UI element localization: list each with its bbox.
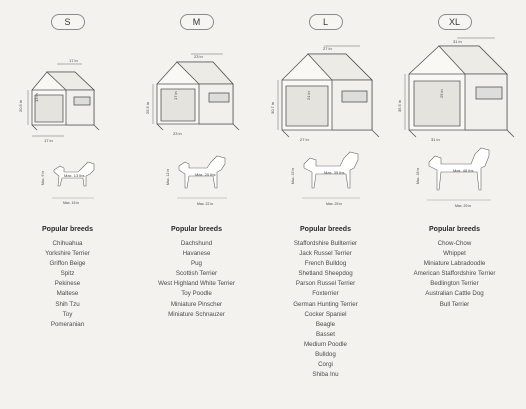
size-column-l bbox=[260, 0, 391, 409]
breeds-title: Popular breeds bbox=[42, 226, 93, 233]
dog-max-height: Max. 12 in bbox=[166, 168, 170, 185]
list-item: Chow-Chow bbox=[437, 240, 472, 247]
dog-max-height: Max. 15 in bbox=[291, 167, 295, 184]
list-item: Havanese bbox=[182, 250, 211, 258]
list-item: Jack Russel Terrier bbox=[299, 250, 352, 258]
breeds-title: Popular breeds bbox=[429, 226, 480, 233]
breeds-list bbox=[260, 239, 391, 380]
list-item: Spitz bbox=[60, 270, 75, 278]
kennel-depth: 31 in bbox=[431, 137, 440, 142]
list-item: Shiba Inu bbox=[312, 371, 339, 379]
dog-max-weight: Max. 48 lbs bbox=[453, 168, 474, 173]
list-item: Bull Terrier bbox=[439, 300, 470, 308]
kennel-door-height: 13 in bbox=[34, 93, 39, 102]
dog-size-illustration bbox=[2, 152, 133, 212]
list-item: Toy bbox=[62, 310, 73, 318]
kennel-illustration bbox=[131, 44, 262, 144]
breeds-list bbox=[2, 239, 133, 330]
breeds-title: Popular breeds bbox=[300, 226, 351, 233]
list-item: Miniature Schnauzer bbox=[168, 310, 225, 318]
size-column-xl bbox=[389, 0, 520, 409]
list-item: Foxterrier bbox=[312, 290, 339, 298]
list-item: Shih Tzu bbox=[55, 300, 80, 308]
dog-size-illustration bbox=[131, 150, 262, 210]
dog-max-weight: Max. 35 lbs bbox=[324, 170, 345, 175]
list-item: Basset bbox=[316, 330, 335, 338]
dog-max-length: Max. 15 in bbox=[63, 201, 80, 205]
list-item: Pomeranian bbox=[50, 320, 85, 328]
kennel-width: 17 in bbox=[69, 58, 78, 63]
kennel-height: 25.5 in bbox=[145, 101, 150, 114]
list-item: American Staffordshire Terrier bbox=[413, 270, 496, 278]
kennel-illustration bbox=[389, 34, 520, 144]
size-label: XL bbox=[438, 14, 472, 30]
dog-max-weight: Max. 13 lbs bbox=[64, 173, 85, 178]
list-item: West Highland White Terrier bbox=[158, 280, 235, 288]
list-item: German Hunting Terrier bbox=[293, 300, 358, 308]
list-item: Toy Poodle bbox=[181, 290, 212, 298]
breeds-list bbox=[389, 239, 520, 310]
list-item: Scottish Terrier bbox=[175, 270, 218, 278]
list-item: Parson Russel Terrier bbox=[295, 280, 356, 288]
kennel-depth: 23 in bbox=[173, 131, 182, 136]
kennel-height: 35.5 in bbox=[397, 99, 402, 112]
kennel-height: 30.7 in bbox=[270, 101, 275, 114]
list-item: Pekinese bbox=[54, 280, 81, 288]
list-item: French Bulldog bbox=[304, 260, 347, 268]
kennel-illustration bbox=[260, 38, 391, 148]
size-label: M bbox=[180, 14, 214, 30]
kennel-depth: 17 in bbox=[44, 138, 53, 143]
list-item: Chihuahua bbox=[52, 240, 83, 247]
list-item: Corgi bbox=[318, 361, 333, 369]
kennel-depth: 27 in bbox=[300, 137, 309, 142]
kennel-width: 23 in bbox=[194, 54, 203, 59]
dog-max-length: Max. 29 in bbox=[455, 204, 472, 208]
size-column-m bbox=[131, 0, 262, 409]
breeds-title: Popular breeds bbox=[171, 226, 222, 233]
kennel-door-height: 21 in bbox=[306, 91, 311, 100]
list-item: Medium Poodle bbox=[304, 340, 347, 348]
list-item: Griffon Beige bbox=[49, 260, 86, 268]
dog-size-illustration bbox=[260, 148, 391, 210]
size-label: L bbox=[309, 14, 343, 30]
kennel-door-height: 25 in bbox=[439, 89, 444, 98]
list-item: Cocker Spaniel bbox=[304, 310, 347, 318]
list-item: Miniature Labradoodle bbox=[423, 260, 486, 268]
list-item: Beagle bbox=[315, 320, 336, 328]
list-item: Yorkshire Terrier bbox=[45, 250, 90, 258]
list-item: Staffordshire Bullterrier bbox=[293, 240, 358, 247]
dog-max-height: Max. 18 in bbox=[416, 167, 420, 184]
list-item: Australian Cattle Dog bbox=[425, 290, 484, 298]
list-item: Shetland Sheepdog bbox=[298, 270, 353, 278]
kennel-illustration bbox=[2, 50, 133, 150]
kennel-door-height: 17 in bbox=[173, 91, 178, 100]
kennel-width: 31 in bbox=[453, 39, 462, 44]
kennel-height: 20.5 in bbox=[18, 99, 23, 112]
list-item: Whippet bbox=[443, 250, 466, 258]
list-item: Bulldog bbox=[315, 351, 336, 359]
list-item: Maltese bbox=[56, 290, 79, 298]
dog-max-length: Max. 25 in bbox=[326, 202, 343, 206]
list-item: Pug bbox=[190, 260, 202, 268]
size-column-s bbox=[2, 0, 133, 409]
list-item: Dachshund bbox=[180, 240, 213, 247]
breeds-list bbox=[131, 239, 262, 320]
dog-max-weight: Max. 20 lbs bbox=[195, 172, 216, 177]
list-item: Bedlington Terrier bbox=[430, 280, 479, 288]
dog-size-illustration bbox=[389, 146, 520, 210]
dog-max-length: Max. 22 in bbox=[197, 202, 214, 206]
dog-max-height: Max. 9 in bbox=[41, 170, 45, 185]
size-label: S bbox=[51, 14, 85, 30]
kennel-width: 27 in bbox=[323, 46, 332, 51]
list-item: Miniature Pinscher bbox=[170, 300, 223, 308]
